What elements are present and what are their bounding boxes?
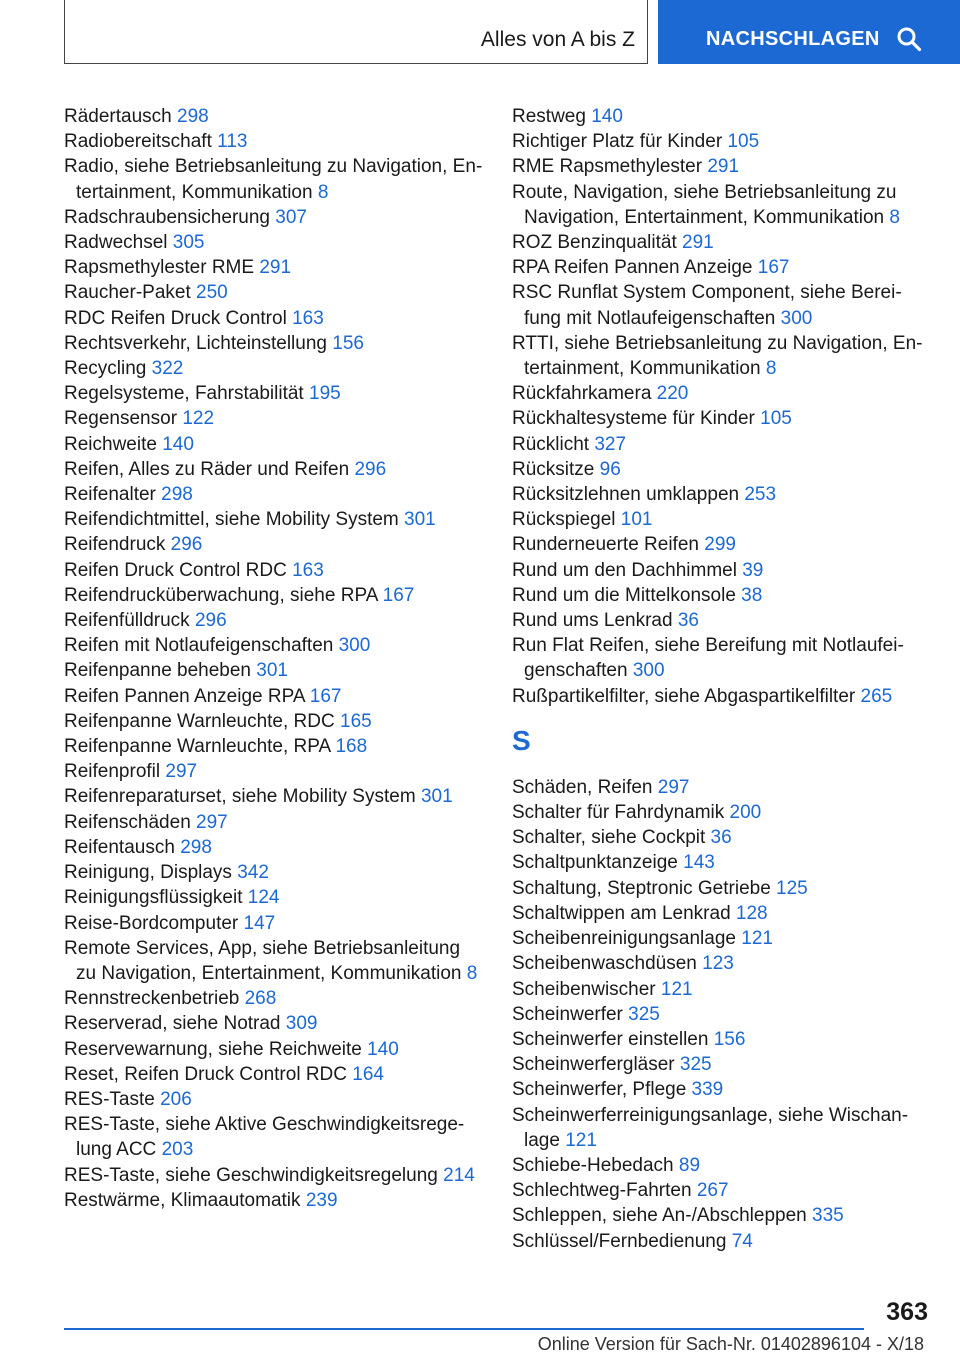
index-term: Rußpartikelfilter, siehe Abgaspartikelfilter bbox=[512, 685, 856, 707]
index-term: Schiebe-Hebedach bbox=[512, 1154, 674, 1176]
index-term: Scheibenwischer bbox=[512, 978, 656, 1000]
index-entry bbox=[512, 1229, 932, 1254]
page-link[interactable]: 147 bbox=[243, 912, 276, 934]
index-entry bbox=[512, 876, 932, 901]
index-entry bbox=[64, 129, 484, 154]
index-term: Schalter, siehe Cockpit bbox=[512, 827, 706, 849]
page-link[interactable]: 253 bbox=[744, 484, 777, 506]
index-term: Reise-Bordcomputer bbox=[64, 912, 239, 934]
index-term: Schalter für Fahrdynamik bbox=[512, 802, 725, 824]
index-term: Rennstreckenbetrieb bbox=[64, 988, 240, 1010]
index-entry bbox=[64, 381, 484, 406]
index-entry bbox=[64, 104, 484, 129]
page-link[interactable]: 8 bbox=[765, 358, 777, 380]
index-term: Regelsysteme, Fahrstabilität bbox=[64, 383, 304, 405]
page-link[interactable]: 339 bbox=[691, 1079, 724, 1101]
index-term: RES-Taste, siehe Geschwindigkeitsregelung bbox=[64, 1164, 438, 1186]
index-term: Scheibenreinigungsanlage bbox=[512, 928, 736, 950]
index-term: RSC Runflat System Component, siehe Bereifung mit Notlaufeigenschaften bbox=[512, 282, 902, 329]
index-entry bbox=[64, 457, 484, 482]
index-entry bbox=[512, 1002, 932, 1027]
page-link[interactable]: 297 bbox=[196, 811, 228, 833]
index-entry bbox=[64, 810, 484, 835]
index-entry bbox=[512, 1203, 932, 1228]
index-entry bbox=[64, 230, 484, 255]
page-link[interactable]: 8 bbox=[889, 206, 900, 228]
page-link[interactable]: 203 bbox=[161, 1139, 194, 1161]
index-entry bbox=[512, 230, 932, 255]
page-link[interactable]: 38 bbox=[741, 584, 763, 606]
index-entry bbox=[512, 1103, 932, 1153]
chapter-title: Alles von A bis Z bbox=[480, 28, 635, 51]
index-term: RDC Reifen Druck Control bbox=[64, 307, 287, 329]
index-entry bbox=[512, 154, 932, 179]
page-link[interactable]: 301 bbox=[404, 509, 436, 531]
page-link[interactable]: 96 bbox=[599, 458, 621, 480]
index-term: RES-Taste bbox=[64, 1088, 155, 1110]
page-link[interactable]: 140 bbox=[367, 1038, 399, 1060]
index-term: Reifen mit Notlaufeigenschaften bbox=[64, 635, 334, 657]
page-link[interactable]: 167 bbox=[382, 584, 415, 606]
index-entry bbox=[512, 1178, 932, 1203]
index-entry bbox=[512, 457, 932, 482]
index-term: Reinigung, Displays bbox=[64, 862, 232, 884]
page-link[interactable]: 301 bbox=[256, 660, 288, 682]
index-term: Reifenprofil bbox=[64, 761, 161, 783]
page-link[interactable]: 74 bbox=[731, 1230, 753, 1252]
index-entry bbox=[512, 977, 932, 1002]
page-header bbox=[0, 0, 960, 66]
page-link[interactable]: 121 bbox=[741, 928, 773, 950]
index-entry bbox=[512, 482, 932, 507]
page-link[interactable]: 36 bbox=[710, 827, 732, 849]
page-link[interactable]: 105 bbox=[727, 131, 760, 153]
index-entry bbox=[512, 850, 932, 875]
index-entry bbox=[64, 684, 484, 709]
index-term: Reifenreparaturset, siehe Mobility System bbox=[64, 786, 416, 808]
page-link[interactable]: 8 bbox=[466, 962, 478, 984]
page-link[interactable]: 291 bbox=[707, 156, 740, 178]
index-term: Reifendruck bbox=[64, 534, 166, 556]
index-entry bbox=[64, 356, 484, 381]
index-term: Radio, siehe Betriebsanleitung zu Navigation, Entertainment, Kommunikation bbox=[64, 156, 483, 203]
page-link[interactable]: 101 bbox=[620, 509, 653, 531]
index-term: Radschraubensicherung bbox=[64, 206, 270, 228]
index-entry bbox=[512, 901, 932, 926]
index-entry bbox=[64, 1087, 484, 1112]
page-link[interactable]: 297 bbox=[657, 776, 690, 798]
page-link[interactable]: 121 bbox=[565, 1129, 597, 1151]
page-link[interactable]: 301 bbox=[420, 786, 453, 808]
page-link[interactable]: 250 bbox=[196, 282, 228, 304]
index-column-right bbox=[512, 104, 932, 1254]
page-link[interactable]: 140 bbox=[162, 433, 194, 455]
index-entry bbox=[64, 759, 484, 784]
index-term: Reifendichtmittel, siehe Mobility System bbox=[64, 509, 399, 531]
index-entry bbox=[64, 1163, 484, 1188]
index-entry bbox=[64, 1188, 484, 1213]
index-term: Schaltpunktanzeige bbox=[512, 852, 678, 874]
index-entry bbox=[512, 558, 932, 583]
page-link[interactable]: 299 bbox=[704, 534, 736, 556]
index-term: Rechtsverkehr, Lichteinstellung bbox=[64, 332, 327, 354]
page-link[interactable]: 309 bbox=[285, 1013, 318, 1035]
index-entry bbox=[512, 331, 932, 381]
index-term: Reifenfülldruck bbox=[64, 610, 190, 632]
page-link[interactable]: 156 bbox=[332, 332, 364, 354]
page-link[interactable]: 342 bbox=[237, 862, 269, 884]
index-entry bbox=[64, 936, 484, 986]
index-term: Rund um die Mittelkonsole bbox=[512, 584, 736, 606]
page-link[interactable]: 36 bbox=[677, 610, 699, 632]
index-entry bbox=[512, 104, 932, 129]
index-entry bbox=[512, 180, 932, 230]
index-entry bbox=[64, 331, 484, 356]
index-entry bbox=[64, 911, 484, 936]
index-entry bbox=[512, 583, 932, 608]
footer-version: Online Version für Sach-Nr. 01402896104 - X/18 bbox=[537, 1334, 924, 1354]
page-link[interactable]: 325 bbox=[628, 1003, 660, 1025]
index-term: Remote Services, App, siehe Betriebsanleitung zu Navigation, Entertainment, Kommunikation bbox=[64, 937, 462, 984]
index-term: Rücksitzlehnen umklappen bbox=[512, 484, 740, 506]
index-term: Reichweite bbox=[64, 433, 157, 455]
index-entry bbox=[64, 1037, 484, 1062]
page-link[interactable]: 200 bbox=[729, 802, 762, 824]
index-term: Scheinwerfer, Pflege bbox=[512, 1079, 687, 1101]
page-link[interactable]: 39 bbox=[742, 559, 764, 581]
page-link[interactable]: 156 bbox=[713, 1028, 746, 1050]
index-term: Rückhaltesysteme für Kinder bbox=[512, 408, 755, 430]
index-entry bbox=[512, 532, 932, 557]
index-term: Reifenpanne beheben bbox=[64, 660, 252, 682]
index-term: Rückfahrkamera bbox=[512, 383, 652, 405]
index-term: RTTI, siehe Betriebsanleitung zu Navigation, Entertainment, Kommunikation bbox=[512, 332, 923, 380]
index-entry bbox=[64, 1011, 484, 1036]
page-link[interactable]: 298 bbox=[180, 836, 212, 858]
page-link[interactable]: 297 bbox=[165, 761, 198, 783]
index-term: Schlechtweg-Fahrten bbox=[512, 1180, 692, 1202]
index-entry bbox=[512, 507, 932, 532]
page-link[interactable]: 300 bbox=[632, 660, 665, 682]
index-entry bbox=[512, 129, 932, 154]
page-link[interactable]: 327 bbox=[594, 433, 627, 455]
index-entry bbox=[512, 432, 932, 457]
index-term: ROZ Benzinqualität bbox=[512, 232, 677, 254]
index-term: Schlüssel/Fernbedienung bbox=[512, 1230, 727, 1252]
index-term: Rund ums Lenkrad bbox=[512, 610, 673, 632]
page-link[interactable]: 125 bbox=[776, 877, 808, 899]
page-link[interactable]: 239 bbox=[305, 1189, 338, 1211]
index-entry bbox=[64, 835, 484, 860]
index-term: Reifendrucküberwachung, siehe RPA bbox=[64, 584, 378, 606]
index-entry bbox=[64, 280, 484, 305]
index-entry bbox=[512, 684, 932, 709]
index-term: Reinigungsflüssigkeit bbox=[64, 887, 243, 909]
page-link[interactable]: 167 bbox=[757, 257, 790, 279]
index-term: Scheibenwaschdüsen bbox=[512, 953, 697, 975]
index-term: Reifentausch bbox=[64, 836, 175, 858]
index-term: Reifen Druck Control RDC bbox=[64, 559, 287, 581]
index-entry bbox=[64, 255, 484, 280]
index-term: Scheinwerfer einstellen bbox=[512, 1028, 709, 1050]
page-link[interactable]: 305 bbox=[172, 232, 205, 254]
index-term: Scheinwerferreinigungsanlage, siehe Wischanlage bbox=[512, 1104, 909, 1151]
page-link[interactable]: 335 bbox=[812, 1205, 844, 1227]
index-entry bbox=[64, 558, 484, 583]
index-entry bbox=[64, 885, 484, 910]
index-entry bbox=[512, 633, 932, 683]
index-term: Schaltwippen am Lenkrad bbox=[512, 902, 731, 924]
index-term: Reifenpanne Warnleuchte, RDC bbox=[64, 710, 335, 732]
search-icon[interactable] bbox=[896, 26, 922, 52]
index-term: Reservewarnung, siehe Reichweite bbox=[64, 1038, 362, 1060]
index-entry bbox=[64, 1112, 484, 1162]
index-entry bbox=[64, 860, 484, 885]
index-entry bbox=[512, 1153, 932, 1178]
page-link[interactable]: 267 bbox=[696, 1180, 729, 1202]
page-link[interactable]: 128 bbox=[735, 902, 768, 924]
index-entry bbox=[64, 658, 484, 683]
index-entry bbox=[512, 406, 932, 431]
page-link[interactable]: 124 bbox=[247, 887, 280, 909]
page-link[interactable]: 300 bbox=[780, 307, 813, 329]
page-link[interactable]: 291 bbox=[259, 257, 292, 279]
index-entry bbox=[64, 154, 484, 204]
index-entry bbox=[64, 583, 484, 608]
index-entry bbox=[512, 255, 932, 280]
page-number: 363 bbox=[886, 1298, 928, 1326]
index-term: Scheinwerfergläser bbox=[512, 1054, 675, 1076]
index-entry bbox=[64, 205, 484, 230]
index-entry bbox=[512, 825, 932, 850]
index-term: Rücklicht bbox=[512, 433, 590, 455]
index-term: Radiobereitschaft bbox=[64, 131, 212, 153]
index-term: RME Rapsmethylester bbox=[512, 156, 703, 178]
page-link[interactable]: 206 bbox=[160, 1088, 192, 1110]
index-term: Schaltung, Steptronic Getriebe bbox=[512, 877, 771, 899]
page-link[interactable]: 195 bbox=[309, 383, 341, 405]
page-link[interactable]: 143 bbox=[683, 852, 715, 874]
index-entry bbox=[512, 1077, 932, 1102]
index-term: RPA Reifen Pannen Anzeige bbox=[512, 257, 753, 279]
page-link[interactable]: 296 bbox=[354, 458, 387, 480]
index-term: Raucher-Paket bbox=[64, 282, 191, 304]
index-term: Route, Navigation, siehe Betriebsanleitung zu Navigation, Entertainment, Kommunikation bbox=[512, 181, 897, 228]
index-entry bbox=[64, 608, 484, 633]
index-term: Run Flat Reifen, siehe Bereifung mit Notlaufeigenschaften bbox=[512, 635, 904, 682]
index-term: Reifen, Alles zu Räder und Reifen bbox=[64, 458, 350, 480]
page-link[interactable]: 265 bbox=[860, 685, 893, 707]
index-entry bbox=[512, 1052, 932, 1077]
index-term: Rund um den Dachhimmel bbox=[512, 559, 737, 581]
section-letter: S bbox=[512, 724, 531, 756]
page-link[interactable]: 214 bbox=[443, 1164, 475, 1186]
page-link[interactable]: 121 bbox=[660, 978, 693, 1000]
page-link[interactable]: 298 bbox=[161, 484, 193, 506]
page-link[interactable]: 307 bbox=[275, 206, 307, 228]
page-link[interactable]: 165 bbox=[340, 710, 372, 732]
index-entry bbox=[512, 775, 932, 800]
index-term: Rückspiegel bbox=[512, 509, 616, 531]
index-entry bbox=[512, 1027, 932, 1052]
nav-tab-nachschlagen[interactable] bbox=[658, 0, 960, 64]
index-column-left bbox=[64, 104, 484, 1213]
index-term: Reifen Pannen Anzeige RPA bbox=[64, 685, 305, 707]
page-link[interactable]: 296 bbox=[170, 534, 203, 556]
page-link[interactable]: 163 bbox=[292, 559, 324, 581]
page-link[interactable]: 220 bbox=[656, 383, 689, 405]
index-term: Rücksitze bbox=[512, 458, 595, 480]
nav-label: NACHSCHLAGEN bbox=[706, 28, 880, 50]
index-term: Schleppen, siehe An-/Abschleppen bbox=[512, 1205, 807, 1227]
index-term: Restwärme, Klimaautomatik bbox=[64, 1189, 301, 1211]
index-term: Reifenpanne Warnleuchte, RPA bbox=[64, 736, 331, 758]
index-entry bbox=[64, 709, 484, 734]
page-link[interactable]: 89 bbox=[678, 1154, 701, 1176]
index-term: Radwechsel bbox=[64, 232, 168, 254]
page-link[interactable]: 325 bbox=[679, 1054, 712, 1076]
index-entry bbox=[64, 532, 484, 557]
index-entry bbox=[64, 1062, 484, 1087]
index-term: Schäden, Reifen bbox=[512, 776, 653, 798]
index-term: Runderneuerte Reifen bbox=[512, 534, 699, 556]
page-link[interactable]: 122 bbox=[182, 408, 215, 430]
index-term: Reserverad, siehe Notrad bbox=[64, 1013, 281, 1035]
index-entry bbox=[512, 800, 932, 825]
index-term: Restweg bbox=[512, 106, 586, 127]
index-term: Rädertausch bbox=[64, 106, 172, 127]
page-link[interactable]: 168 bbox=[335, 736, 368, 758]
index-term: RES-Taste, siehe Aktive Geschwindigkeitsregelung ACC bbox=[64, 1114, 465, 1161]
index-entry bbox=[64, 507, 484, 532]
index-entry bbox=[64, 734, 484, 759]
page-link[interactable]: 105 bbox=[760, 408, 792, 430]
index-entry bbox=[64, 633, 484, 658]
index-term: Regensensor bbox=[64, 408, 178, 430]
page-link[interactable]: 291 bbox=[682, 232, 714, 254]
index-entry bbox=[64, 784, 484, 809]
index-entry bbox=[512, 926, 932, 951]
index-entry bbox=[64, 432, 484, 457]
index-entry bbox=[64, 986, 484, 1011]
index-entry bbox=[512, 280, 932, 330]
index-entry bbox=[512, 951, 932, 976]
index-term: Scheinwerfer bbox=[512, 1003, 623, 1025]
page-link[interactable]: 167 bbox=[309, 685, 342, 707]
index-entry bbox=[64, 482, 484, 507]
index-entry bbox=[512, 381, 932, 406]
index-term: Reset, Reifen Druck Control RDC bbox=[64, 1063, 347, 1085]
page-link[interactable]: 296 bbox=[194, 610, 227, 632]
index-term: Recycling bbox=[64, 358, 147, 380]
page-link[interactable]: 300 bbox=[338, 635, 371, 657]
index-term: Richtiger Platz für Kinder bbox=[512, 131, 723, 153]
index-term: Reifenalter bbox=[64, 484, 156, 506]
page-link[interactable]: 298 bbox=[177, 106, 209, 127]
page-link[interactable]: 8 bbox=[317, 181, 329, 203]
index-entry bbox=[64, 406, 484, 431]
page-link[interactable]: 113 bbox=[217, 131, 248, 153]
page-link[interactable]: 163 bbox=[292, 307, 324, 329]
footer-divider bbox=[64, 1328, 864, 1330]
chapter-tab[interactable] bbox=[64, 0, 648, 64]
page-link[interactable]: 164 bbox=[352, 1063, 384, 1085]
index-entry bbox=[512, 608, 932, 633]
page-link[interactable]: 268 bbox=[244, 988, 277, 1010]
index-term: Rapsmethylester RME bbox=[64, 257, 255, 279]
page-link[interactable]: 322 bbox=[151, 358, 184, 380]
index-term: Reifenschäden bbox=[64, 811, 191, 833]
page-link[interactable]: 140 bbox=[591, 106, 623, 127]
page-link[interactable]: 123 bbox=[702, 953, 734, 975]
index-entry bbox=[64, 306, 484, 331]
